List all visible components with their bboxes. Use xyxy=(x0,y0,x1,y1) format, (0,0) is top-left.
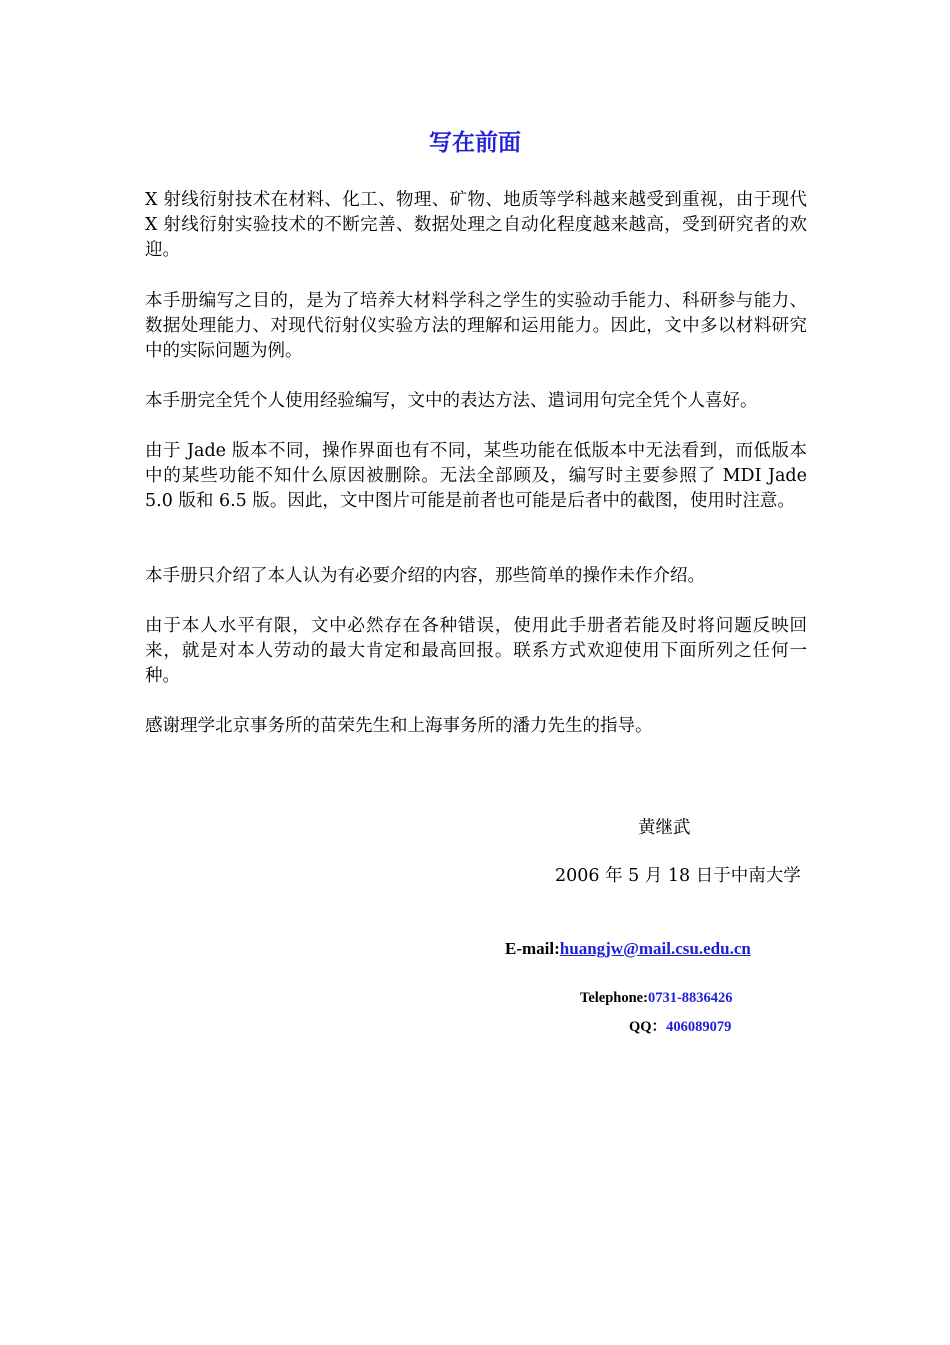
email-link[interactable]: huangjw@mail.csu.edu.cn xyxy=(559,939,751,958)
telephone-row xyxy=(580,990,733,1007)
qq-label: QQ： xyxy=(629,1019,667,1035)
paragraph-versions: 由于 Jade 版本不同，操作界面也有不同，某些功能在低版本中无法看到，而低版本中的某些功能不知什么原因被删除。无法全部顾及，编写时主要参照了 MDI Jade 5.0 版和 6.5 版。因此，文中图片可能是前者也可能是后者中的截图，使用时注意。 xyxy=(145,441,807,511)
paragraph-style: 本手册完全凭个人使用经验编写，文中的表达方法、遣词用句完全凭个人喜好。 xyxy=(145,391,758,411)
author-name: 黄继武 xyxy=(638,818,691,838)
qq-row xyxy=(629,1015,731,1036)
telephone-label: Telephone: xyxy=(580,990,648,1006)
page-title: 写在前面 xyxy=(429,130,521,156)
qq-value: 406089079 xyxy=(666,1019,732,1035)
paragraph-purpose: 本手册编写之目的，是为了培养大材料学科之学生的实验动手能力、科研参与能力、数据处理能力、对现代衍射仪实验方法的理解和运用能力。因此，文中多以材料研究中的实际问题为例。 xyxy=(145,291,807,361)
paragraph-scope: 本手册只介绍了本人认为有必要介绍的内容，那些简单的操作未作介绍。 xyxy=(145,566,705,586)
paragraph-feedback: 由于本人水平有限，文中必然存在各种错误，使用此手册者若能及时将问题反映回来，就是对本人劳动的最大肯定和最高回报。联系方式欢迎使用下面所列之任何一种。 xyxy=(145,616,807,686)
telephone-value: 0731-8836426 xyxy=(647,990,733,1006)
signature-date: 2006 年 5 月 18 日于中南大学 xyxy=(555,866,801,886)
email-row xyxy=(505,939,751,959)
email-label: E-mail: xyxy=(505,939,560,958)
paragraph-thanks: 感谢理学北京事务所的苗荣先生和上海事务所的潘力先生的指导。 xyxy=(145,716,653,736)
paragraph-intro: X 射线衍射技术在材料、化工、物理、矿物、地质等学科越来越受到重视，由于现代 X 射线衍射实验技术的不断完善、数据处理之自动化程度越来越高，受到研究者的欢迎。 xyxy=(145,190,807,260)
